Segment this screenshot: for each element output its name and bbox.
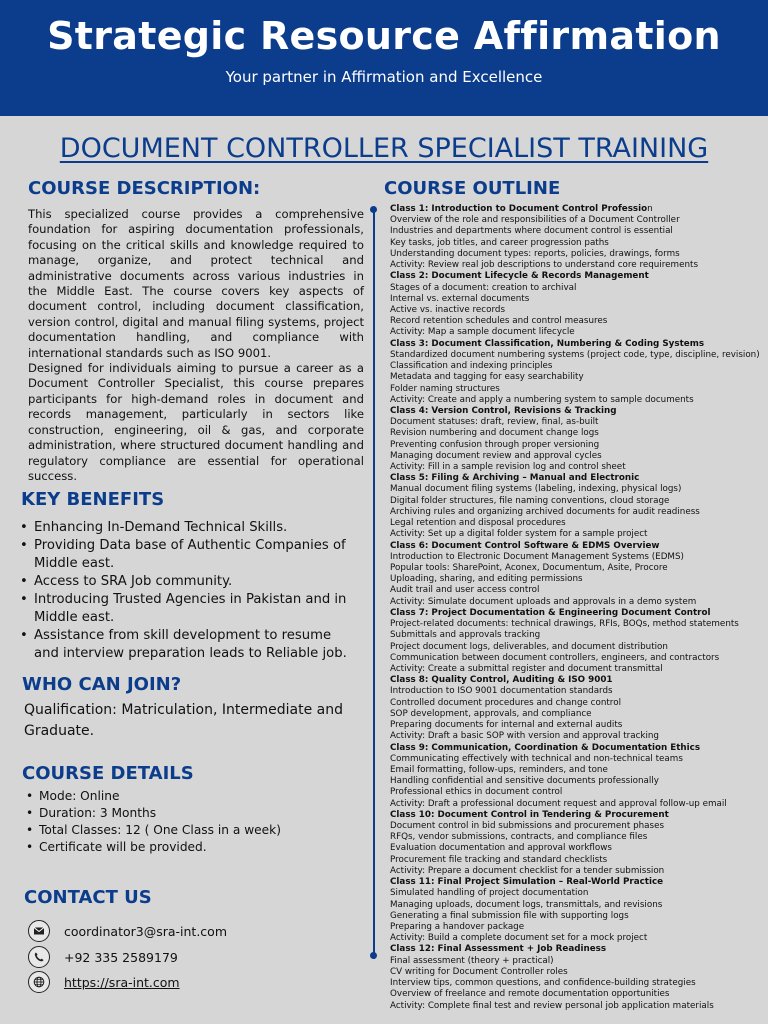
outline-item (390, 496, 760, 507)
outline-text: Class 5: Filing & Archiving – Manual and Electronic (390, 473, 640, 484)
outline-text: Managing document review and approval cycles (390, 450, 602, 461)
outline-text: Document statuses: draft, review, final, as-built (390, 417, 599, 428)
outline-text: Introduction to Electronic Document Management Systems (EDMS) (390, 551, 684, 562)
outline-text: Introduction to ISO 9001 documentation standards (390, 686, 613, 697)
outline-text: Classification and indexing principles (390, 361, 553, 372)
outline-item (390, 384, 760, 395)
globe-icon (28, 971, 50, 993)
outline-text: Handling confidential and sensitive documents professionally (390, 776, 659, 787)
outline-item (390, 933, 760, 944)
outline-item (390, 967, 760, 978)
outline-text: Internal vs. external documents (390, 293, 530, 304)
outline-text: Overview of freelance and remote documentation opportunities (390, 989, 670, 1000)
outline-text: Class 12: Final Assessment + Job Readiness (390, 944, 607, 955)
outline-class-title (390, 406, 760, 417)
outline-text: Industries and departments where document control is essential (390, 226, 673, 237)
contact-email-row[interactable] (28, 920, 227, 942)
benefit-item: • Enhancing In-Demand Technical Skills. (20, 519, 360, 537)
outline-item (390, 518, 760, 529)
outline-text: Final assessment (theory + practical) (390, 955, 554, 966)
course-outline-list (390, 204, 760, 1012)
outline-text: CV writing for Document Controller roles (390, 966, 568, 977)
outline-text: Standardized document numbering systems (project code, type, discipline, revision) (390, 349, 760, 360)
timeline-line (373, 207, 375, 959)
outline-item (390, 630, 760, 641)
outline-text: Stages of a document: creation to archival (390, 282, 577, 293)
benefit-item: • Introducing Trusted Agencies in Pakistan and in Middle east. (20, 591, 360, 627)
outline-item (390, 238, 760, 249)
outline-item (390, 787, 760, 798)
outline-text: Activity: Build a complete document set for a mock project (390, 933, 648, 944)
outline-class-title (390, 810, 760, 821)
outline-text: Professional ethics in document control (390, 787, 563, 798)
outline-text: Class 8: Quality Control, Auditing & ISO 9001 (390, 675, 613, 686)
outline-item (390, 350, 760, 361)
outline-text: Project document logs, deliverables, and document distribution (390, 641, 668, 652)
page-title: DOCUMENT CONTROLLER SPECIALIST TRAINING (59, 133, 709, 164)
outline-text: Email formatting, follow-ups, reminders, and tone (390, 764, 608, 775)
outline-text: Interview tips, common questions, and confidence-building strategies (390, 978, 696, 989)
outline-item (390, 507, 760, 518)
outline-item (390, 283, 760, 294)
outline-text: Procurement file tracking and standard checklists (390, 854, 608, 865)
outline-item (390, 821, 760, 832)
outline-text: Uploading, sharing, and editing permissions (390, 574, 583, 585)
outline-text: Archiving rules and organizing archived documents for audit readiness (390, 506, 700, 517)
outline-text: Digital folder structures, file naming conventions, cloud storage (390, 495, 670, 506)
benefit-item: • Access to SRA Job community. (20, 573, 360, 591)
description-paragraph: Designed for individuals aiming to pursue a career as a Document Controller Specialist, this course prepares participants for high-demand roles in document and records management, particularly in sectors like construction, engineering, oil & gas, and corporate administration, where structured document handling and regulatory compliance are essential for operational success. (28, 361, 364, 483)
outline-item (390, 731, 760, 742)
outline-item (390, 888, 760, 899)
header-banner (0, 0, 768, 116)
phone-icon (28, 946, 50, 968)
outline-text: Activity: Create and apply a numbering system to sample documents (390, 394, 694, 405)
outline-text: Activity: Simulate document uploads and approvals in a demo system (390, 596, 697, 607)
outline-text: Managing uploads, document logs, transmittals, and revisions (390, 899, 663, 910)
outline-text: Understanding document types: reports, policies, drawings, forms (390, 248, 680, 259)
outline-text: RFQs, vendor submissions, contracts, and compliance files (390, 832, 648, 843)
outline-text: Class 1: Introduction to Document Control Professio (390, 204, 648, 214)
outline-item (390, 529, 760, 540)
outline-item (390, 720, 760, 731)
timeline-dot (370, 952, 377, 959)
outline-text: Revision numbering and document change logs (390, 428, 599, 439)
contact-email[interactable]: coordinator3@sra-int.com (64, 923, 228, 939)
outline-item (390, 440, 760, 451)
outline-item (390, 552, 760, 563)
outline-item (390, 574, 760, 585)
outline-text: Overview of the role and responsibilities of a Document Controller (390, 215, 680, 226)
outline-text: Class 7: Project Documentation & Engineering Document Control (390, 607, 711, 618)
contact-phone[interactable]: +92 335 2589179 (64, 949, 178, 965)
outline-item (390, 911, 760, 922)
mail-icon (28, 920, 50, 942)
outline-item (390, 484, 760, 495)
outline-text: Class 10: Document Control in Tendering & Procurement (390, 809, 669, 820)
outline-item (390, 843, 760, 854)
outline-item (390, 462, 760, 473)
outline-class-title (390, 877, 760, 888)
description-paragraph: This specialized course provides a comprehensive foundation for aspiring documentation professionals, focusing on the critical skills and knowledge required to manage, organize, and protect technical and administrative documents across various industries in the Middle East. The course covers key aspects of document control, including document classification, version control, digital and manual filing systems, project documentation handling, and compliance with international standards such as ISO 9001. (28, 207, 364, 360)
course-description-heading: COURSE DESCRIPTION: (28, 178, 261, 199)
detail-item: • Mode: Online (24, 788, 281, 805)
outline-text: Record retention schedules and control measures (390, 316, 608, 327)
outline-text: Simulated handling of project documentation (390, 888, 589, 899)
outline-item (390, 664, 760, 675)
outline-text: Class 4: Version Control, Revisions & Tracking (390, 405, 617, 416)
outline-item (390, 417, 760, 428)
outline-item (390, 395, 760, 406)
outline-class-title (390, 204, 760, 215)
outline-item (390, 619, 760, 630)
outline-text: Audit trail and user access control (390, 585, 540, 596)
course-description (28, 207, 364, 484)
outline-item (390, 428, 760, 439)
outline-item (390, 978, 760, 989)
outline-item (390, 686, 760, 697)
outline-text: Activity: Fill in a sample revision log and control sheet (390, 462, 626, 473)
outline-text: Controlled document procedures and change control (390, 697, 621, 708)
outline-item (390, 922, 760, 933)
outline-item (390, 1001, 760, 1012)
outline-text: Activity: Map a sample document lifecycle (390, 327, 575, 338)
outline-text: Communicating effectively with technical and non-technical teams (390, 753, 683, 764)
outline-item (390, 855, 760, 866)
outline-item (390, 305, 760, 316)
outline-item (390, 653, 760, 664)
outline-text: Class 11: Final Project Simulation – Real-World Practice (390, 877, 664, 888)
outline-text: Generating a final submission file with supporting logs (390, 910, 629, 921)
outline-text: Metadata and tagging for easy searchability (390, 372, 584, 383)
outline-item (390, 754, 760, 765)
outline-item (390, 294, 760, 305)
outline-item (390, 698, 760, 709)
outline-class-title (390, 473, 760, 484)
outline-text: Preventing confusion through proper versioning (390, 439, 600, 450)
outline-item (390, 799, 760, 810)
outline-class-title (390, 541, 760, 552)
outline-item (390, 585, 760, 596)
outline-item (390, 563, 760, 574)
outline-item (390, 372, 760, 383)
key-benefits-list (20, 519, 360, 663)
benefit-item: • Assistance from skill development to resume and interview preparation leads to Reliable job. (20, 627, 360, 663)
outline-text: Active vs. inactive records (390, 304, 506, 315)
detail-item: • Certificate will be provided. (24, 839, 281, 856)
outline-text: Folder naming structures (390, 383, 500, 394)
outline-class-title (390, 339, 760, 350)
timeline-dot (370, 206, 377, 213)
qualification-text: Qualification: Matriculation, Intermediate and Graduate. (24, 702, 343, 739)
outline-text: Activity: Review real job descriptions to understand core requirements (390, 260, 698, 271)
outline-class-title (390, 743, 760, 754)
outline-item (390, 451, 760, 462)
who-can-join-heading: WHO CAN JOIN? (22, 674, 182, 695)
outline-item (390, 327, 760, 338)
outline-text: Activity: Create a submittal register and document transmittal (390, 663, 663, 674)
outline-item (390, 361, 760, 372)
outline-text: Legal retention and disposal procedures (390, 518, 566, 529)
outline-item (390, 260, 760, 271)
outline-class-title (390, 675, 760, 686)
key-benefits-heading: KEY BENEFITS (21, 489, 165, 510)
outline-item (390, 249, 760, 260)
outline-text: Class 3: Document Classification, Numbering & Coding Systems (390, 338, 705, 349)
contact-us-heading: CONTACT US (24, 887, 152, 908)
outline-item (390, 316, 760, 327)
outline-item (390, 215, 760, 226)
outline-text: Class 2: Document Lifecycle & Records Management (390, 271, 649, 282)
outline-item (390, 866, 760, 877)
benefit-item: • Providing Data base of Authentic Companies of Middle east. (20, 537, 360, 573)
outline-text: Activity: Draft a basic SOP with version and approval tracking (390, 731, 659, 742)
outline-class-title (390, 944, 760, 955)
outline-item (390, 832, 760, 843)
outline-text: Communication between document controllers, engineers, and contractors (390, 652, 720, 663)
outline-item (390, 900, 760, 911)
company-title: Strategic Resource Affirmation (47, 14, 721, 58)
outline-item (390, 226, 760, 237)
contact-phone-row[interactable] (28, 946, 178, 968)
outline-text: Class 9: Communication, Coordination & Documentation Ethics (390, 742, 701, 753)
outline-text: SOP development, approvals, and compliance (390, 708, 592, 719)
course-outline-heading: COURSE OUTLINE (384, 178, 561, 199)
outline-text: Activity: Complete final test and review personal job application materials (390, 1000, 714, 1011)
course-details-heading: COURSE DETAILS (22, 763, 194, 784)
company-tagline: Your partner in Affirmation and Excellence (225, 68, 543, 86)
outline-text: Activity: Set up a digital folder system for a sample project (390, 529, 648, 540)
contact-website-row[interactable] (28, 971, 180, 993)
detail-item: • Duration: 3 Months (24, 805, 281, 822)
outline-item (390, 776, 760, 787)
outline-text: Document control in bid submissions and procurement phases (390, 821, 665, 832)
contact-website-link[interactable]: https://sra-int.com (64, 974, 180, 990)
outline-class-title (390, 271, 760, 282)
outline-text: Popular tools: SharePoint, Aconex, Documentum, Asite, Procore (390, 563, 668, 573)
outline-item (390, 956, 760, 967)
outline-text: Preparing documents for internal and external audits (390, 720, 623, 731)
outline-text-tail: n (647, 204, 653, 214)
outline-item (390, 989, 760, 1000)
outline-text: Preparing a handover package (390, 922, 525, 932)
outline-text: Evaluation documentation and approval workflows (390, 843, 612, 854)
outline-text: Activity: Draft a professional document request and approval follow-up email (390, 798, 727, 809)
outline-item (390, 597, 760, 608)
outline-item (390, 642, 760, 653)
outline-text: Manual document filing systems (labeling, indexing, physical logs) (390, 484, 682, 495)
detail-item: • Total Classes: 12 ( One Class in a week) (24, 822, 281, 839)
outline-text: Activity: Prepare a document checklist for a tender submission (390, 865, 665, 876)
outline-text: Project-related documents: technical drawings, RFIs, BOQs, method statements (390, 619, 739, 630)
outline-item (390, 765, 760, 776)
outline-item (390, 709, 760, 720)
outline-class-title (390, 608, 760, 619)
outline-text: Class 6: Document Control Software & EDMS Overview (390, 540, 660, 551)
outline-text: Submittals and approvals tracking (390, 630, 541, 641)
outline-text: Key tasks, job titles, and career progression paths (390, 237, 609, 248)
course-details-list (24, 788, 281, 856)
